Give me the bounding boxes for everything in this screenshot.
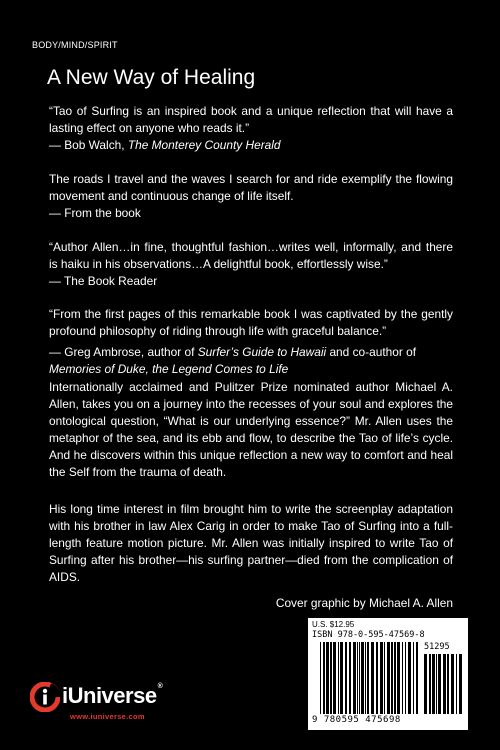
review-quote-3 bbox=[49, 306, 453, 378]
description-paragraph-1 bbox=[49, 379, 453, 481]
ean-digits: 9 780595 475698 bbox=[312, 715, 401, 725]
publisher-name: iUniverse® bbox=[62, 683, 163, 708]
paragraph-text: Internationally acclaimed and Pulitzer Prize nominated author Michael A. Allen, takes you on a journey into the recesses of your soul and explores the ontological question, “What is our underlying essence?” Mr. Allen uses the metaphor of the sea, and its ebb and flow, to describe the Tao of life’s cycle. And he discovers within this unique reflection a new way to comfort and heal the Self from the trauma of death. bbox=[49, 380, 453, 479]
quote-text: “Tao of Surfing is an inspired book and a unique reflection that will have a lasting effect on anyone who reads it.” bbox=[49, 104, 453, 135]
quote-text: The roads I travel and the waves I search for and ride exemplify the flowing movement and continuous change of life itself. bbox=[49, 172, 453, 203]
publisher-logo bbox=[30, 680, 200, 725]
paragraph-text: His long time interest in film brought him to write the screenplay adaptation with his brother in law Alex Carig in order to make Tao of Surfing into a full-length feature motion picture. Mr. Allen was initially inspired to write Tao of Surfing after his brother—his surfing partner—died from the complication of AIDS. bbox=[49, 502, 453, 584]
description-paragraph-2 bbox=[49, 501, 453, 586]
quote-attribution: — The Book Reader bbox=[49, 274, 158, 288]
iuniverse-swirl-icon bbox=[30, 682, 60, 712]
quote-attribution: — From the book bbox=[49, 206, 141, 220]
book-excerpt bbox=[49, 171, 453, 222]
addon-barcode-bars bbox=[424, 654, 464, 714]
isbn-barcode bbox=[308, 618, 468, 730]
review-quote-2 bbox=[49, 239, 453, 290]
ean-barcode-bars bbox=[320, 642, 420, 714]
review-quote-1 bbox=[49, 103, 453, 154]
price-addon-number: 51295 bbox=[424, 642, 450, 652]
quote-text: “From the first pages of this remarkable book I was captivated by the gently profound philosophy of riding through life with graceful balance.” bbox=[49, 307, 453, 338]
quote-attribution: — Bob Walch, The Monterey County Herald bbox=[49, 138, 281, 152]
quote-text: “Author Allen…in fine, thoughtful fashion…writes well, informally, and there is haiku in his observations…A delightful book, effortlessly wise.” bbox=[49, 240, 453, 271]
cover-credit: Cover graphic by Michael A. Allen bbox=[275, 596, 453, 610]
category-label: BODY/MIND/SPIRIT bbox=[32, 40, 118, 50]
back-cover-heading: A New Way of Healing bbox=[47, 66, 256, 89]
isbn-number: ISBN 978-0-595-47569-8 bbox=[312, 630, 425, 640]
quote-attribution: — Greg Ambrose, author of Surfer’s Guide to Hawaii and co-author of Memories of Duke, the Legend Comes to Life bbox=[49, 345, 417, 376]
price-label: U.S. $12.95 bbox=[312, 620, 355, 629]
publisher-url: www.iuniverse.com bbox=[70, 712, 145, 721]
